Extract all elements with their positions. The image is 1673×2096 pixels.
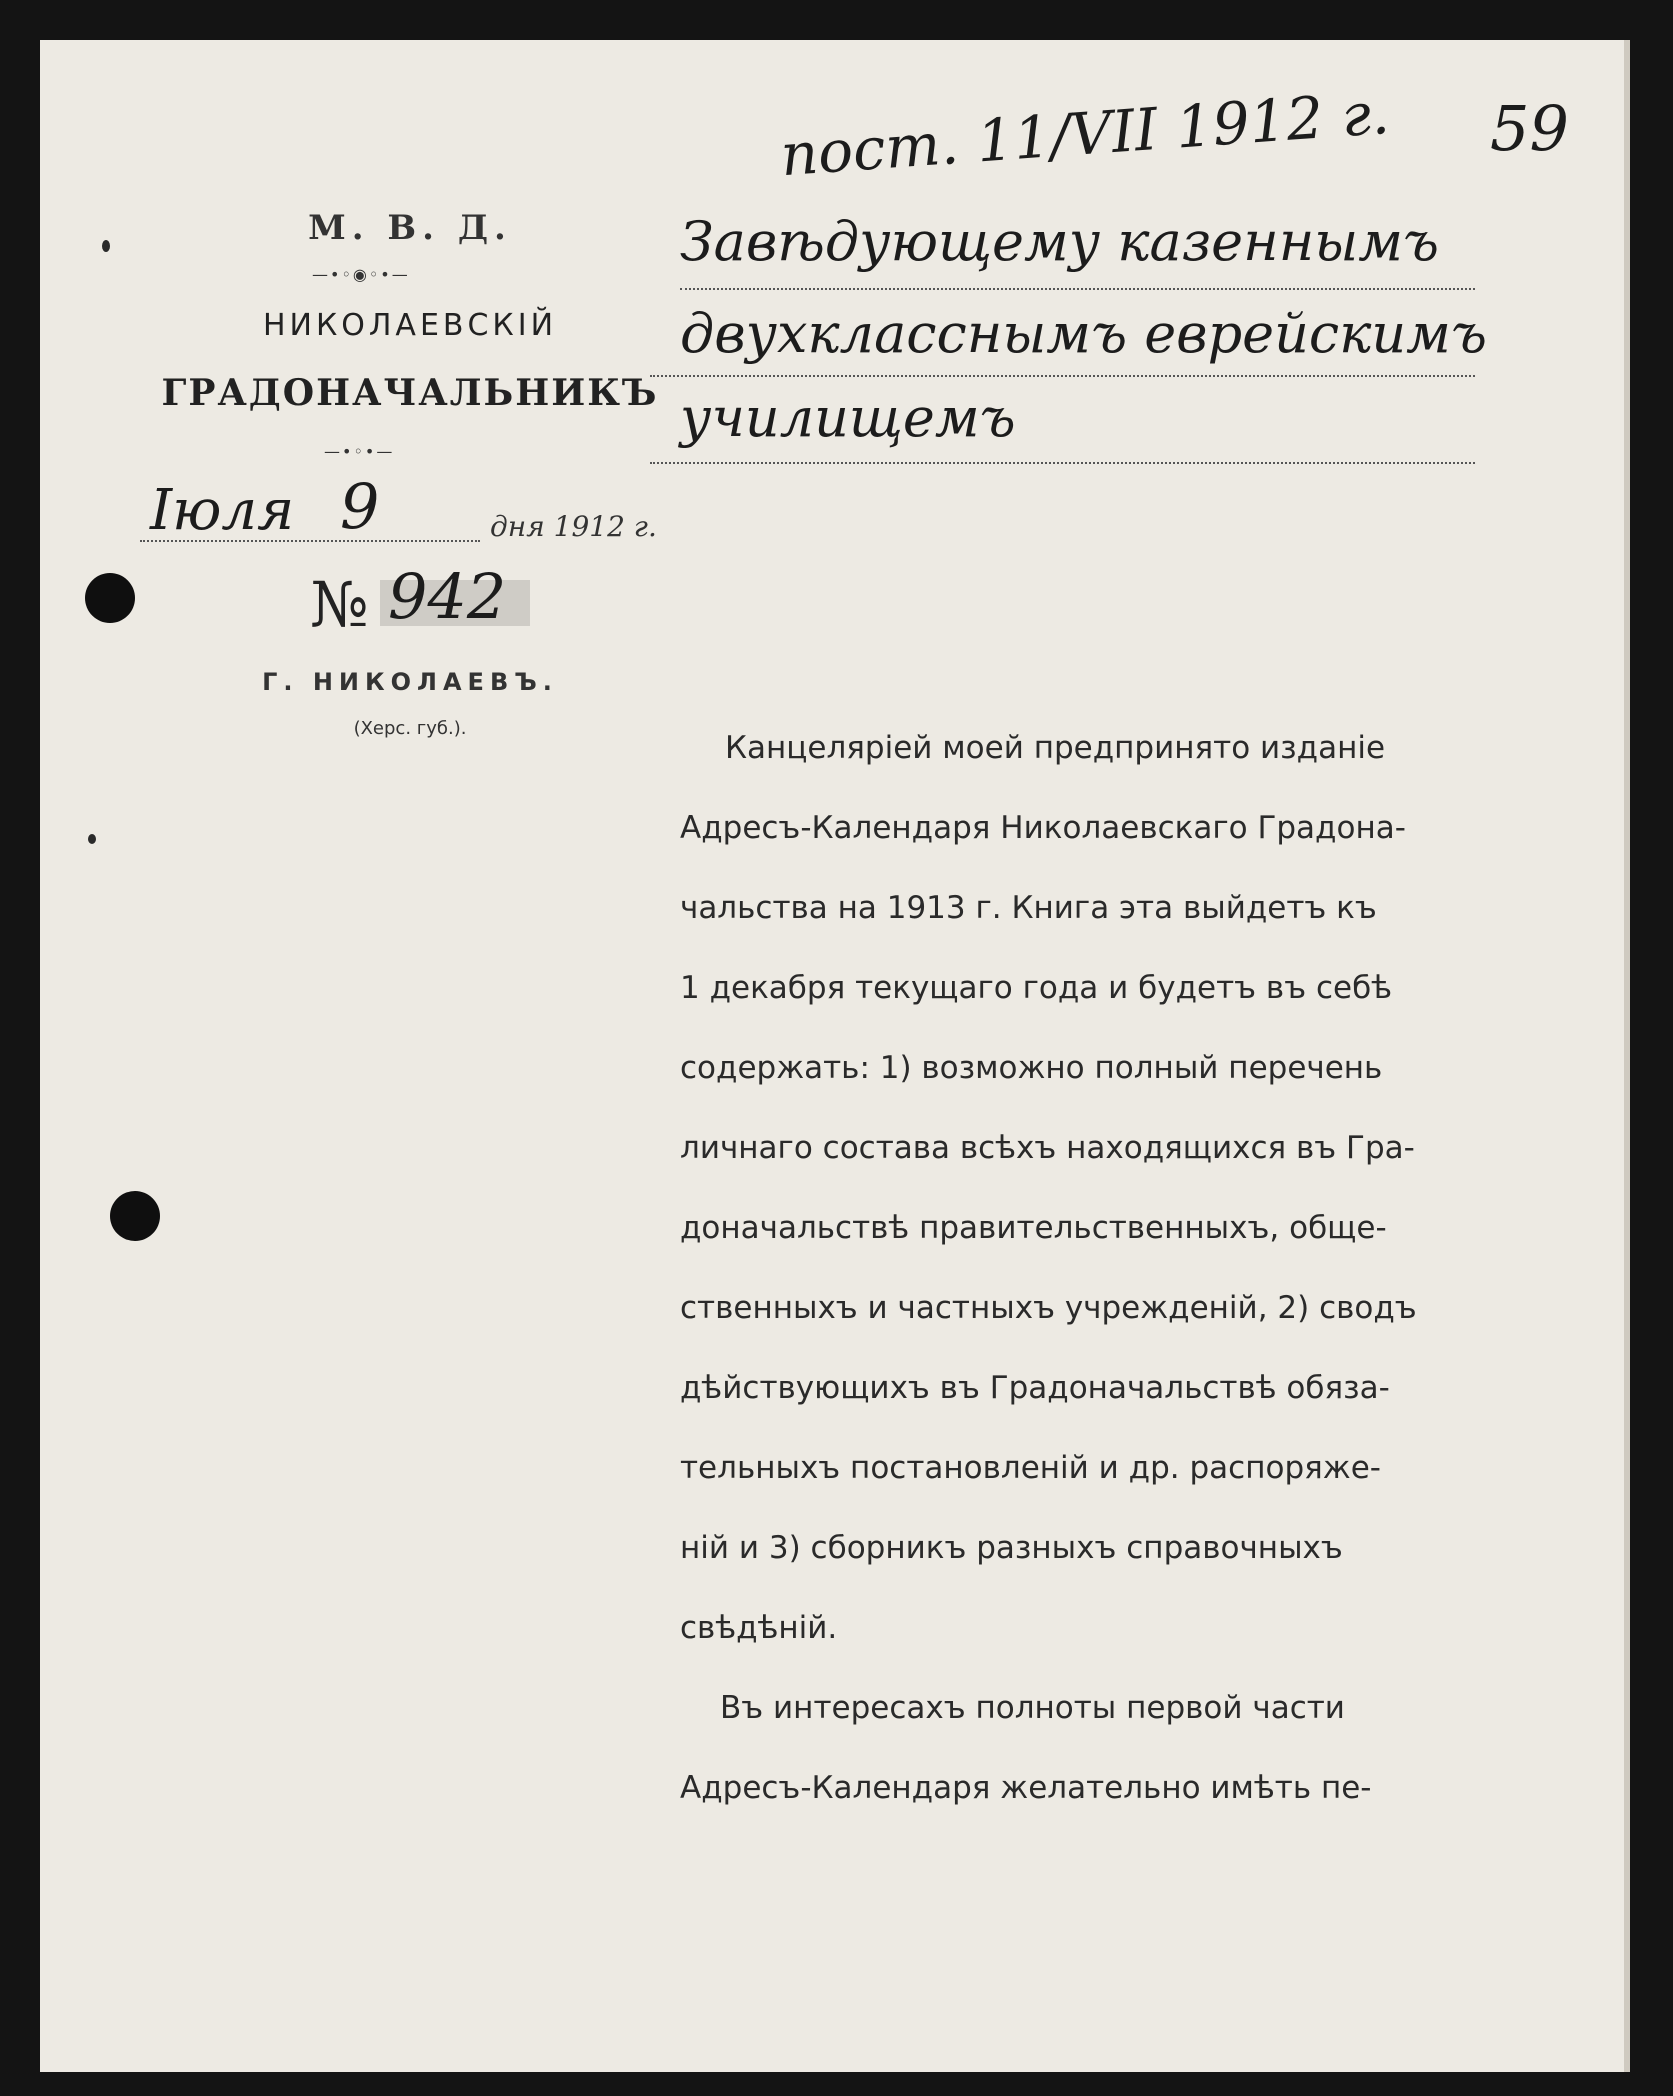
addressee-rule-2 (650, 375, 1475, 377)
body-line: 1 декабря текущаго года и будетъ въ себѣ (680, 970, 1393, 1006)
body-line: Канцеляріей моей предпринято изданіе (725, 730, 1386, 766)
addressee-line-1: Завѣдующему казеннымъ (680, 210, 1440, 273)
punch-hole-top (85, 573, 135, 623)
date-printed: дня 1912 г. (490, 510, 657, 543)
body-line: содержать: 1) возможно полный перечень (680, 1050, 1383, 1086)
letterhead-gubernia: (Херс. губ.). (353, 718, 467, 739)
body-line: личнаго состава всѣхъ находящихся въ Гра- (680, 1130, 1415, 1166)
body-line: ственныхъ и частныхъ учрежденій, 2) сводъ (680, 1290, 1417, 1326)
letterhead-city: НИКОЛАЕВСКІЙ (262, 308, 558, 343)
number-value: 942 (388, 560, 507, 633)
body-line: доначальствѣ правительственныхъ, обще- (680, 1210, 1387, 1246)
received-note: пост. 11/VII 1912 г. (778, 78, 1392, 190)
punch-hole-bottom (110, 1191, 160, 1241)
addressee-line-3: училищемъ (680, 386, 1016, 449)
date-rule (140, 540, 480, 542)
date-month: Іюля (150, 478, 295, 543)
page-number: 59 (1490, 92, 1569, 165)
body-line: Въ интересахъ полноты первой части (720, 1690, 1345, 1726)
addressee-rule-3 (650, 462, 1475, 464)
body-line: ній и 3) сборникъ разныхъ справочныхъ (680, 1530, 1343, 1566)
body-line: Адресъ-Календаря желательно имѣть пе- (680, 1770, 1372, 1806)
ink-speck (88, 834, 96, 844)
letterhead-title: ГРАДОНАЧАЛЬНИКЪ (161, 372, 659, 414)
ink-speck (102, 240, 110, 252)
date-day: 9 (340, 470, 380, 543)
body-line: тельныхъ постановленій и др. распоряже- (680, 1450, 1381, 1486)
body-line: дѣйствующихъ въ Градоначальствѣ обяза- (680, 1370, 1390, 1406)
number-label: № (310, 568, 369, 641)
addressee-line-2: двухкласснымъ еврейскимъ (680, 302, 1487, 365)
ministry-label: М. В. Д. (308, 208, 512, 248)
ornament-divider-2: —•◦•— (324, 442, 395, 461)
body-line: чальства на 1913 г. Книга эта выйдетъ къ (680, 890, 1377, 926)
ornament-divider-1: —•◦◉◦•— (312, 265, 410, 284)
document-page (40, 40, 1630, 2072)
letterhead-place: Г. НИКОЛАЕВЪ. (262, 668, 558, 696)
addressee-rule-1 (680, 288, 1475, 290)
body-line: свѣдѣній. (680, 1610, 838, 1646)
body-line: Адресъ-Календаря Николаевскаго Градона- (680, 810, 1406, 846)
